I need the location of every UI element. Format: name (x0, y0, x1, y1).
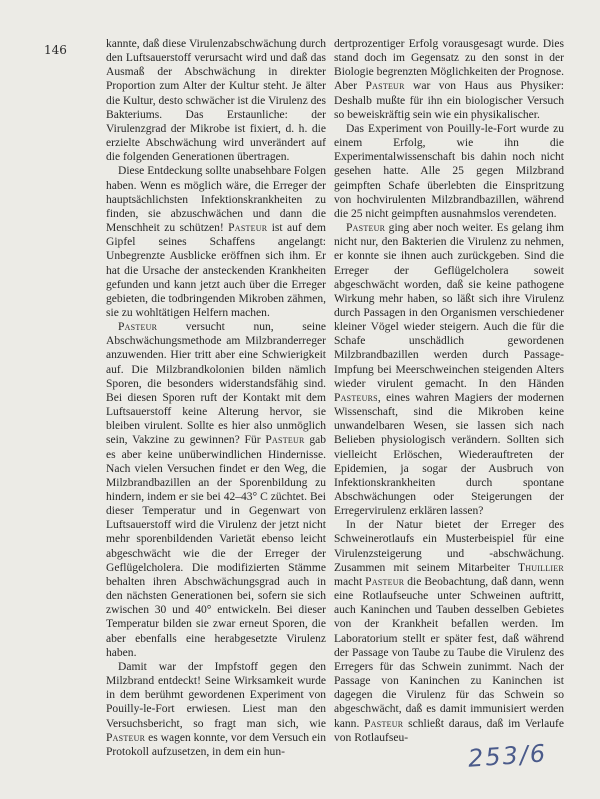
text-run: In der Natur bietet der Erreger des Schweinerotlaufs ein Musterbeispiel für eine Virulenzsteigerung und -abschwächung. Zusammen mit seinem Mitarbeiter (334, 519, 564, 574)
paragraph (106, 320, 326, 660)
paragraph (334, 518, 564, 745)
text-run: es wagen konnte, vor dem Versuch ein Protokoll aufzusetzen, in dem ein hun- (106, 731, 326, 758)
name-smallcaps: Pasteurs (334, 391, 378, 404)
name-smallcaps: Pasteur (346, 222, 386, 235)
text-run: Das Experiment von Pouilly-le-Fort wurde zu einem Erfolg, wie ihn die Experimentalwissenschaft bis dahin noch nicht gesehen hatte. Alle 25 gegen Milzbrand geimpften Schafe überlebten die Einspritzung von hochvirulenten Milzbrandbazillen, während die 25 nicht geimpften ausnahmslos verendeten. (334, 122, 564, 220)
text-run: Damit war der Impfstoff gegen den Milzbrand entdeckt! Seine Wirksamkeit wurde in dem berühmt gewordenen Experiment von Pouilly-le-Fort erwiesen. Liest man den Versuchsbericht, so fragt man sich, wie (106, 660, 326, 730)
paragraph (106, 164, 326, 320)
text-run: ist auf dem Gipfel seines Schaffens angelangt: Unbegrenzte Ausblicke eröffnen sich ihm. Er hat die Ursache der ansteckenden Krankheiten gefunden und kann jetzt auch über die Erreger gebieten, die todbringenden Mikroben zähmen, sie zu wohltätigen Helfern machen. (106, 222, 326, 319)
name-smallcaps: Pasteur (364, 717, 404, 730)
paragraph (334, 122, 564, 221)
text-run: die Beobachtung, daß dann, wenn eine Rotlaufseuche unter Schweinen auftritt, auch Kaninchen und Tauben desselben Gebietes von der Krankheit befallen werden. Im Laboratorium stellt er später fest, daß während der Passage von Taube zu Taube die Virulenz des Erregers für das Schwein zunimmt. Nach der Passage von Kaninchen zu Kaninchen ist dagegen die Virulenz für das Schwein so abgeschwächt, daß es damit immunisiert werden kann. (334, 575, 564, 730)
name-smallcaps: Pasteur (265, 434, 305, 447)
paragraph (106, 37, 326, 164)
handwritten-annotation: 253/6 (467, 739, 549, 773)
name-smallcaps: Pasteur (228, 222, 268, 235)
paragraph (106, 660, 326, 759)
paragraph (334, 37, 564, 122)
left-column (106, 37, 326, 759)
text-run: macht (334, 575, 366, 588)
text-run: dertprozentiger Erfolg vorausgesagt wurde. Dies stand doch im Gegensatz zu den sonst in der Biologie begrenzten Möglichkeiten der Prognose. Aber (334, 38, 564, 93)
text-run: Diese Entdeckung sollte unabsehbare Folgen haben. Wenn es möglich wäre, die Erreger der hauptsächlichsten Infektionskrankheiten zu finden, sie abzuschwächen und dann die Menschheit zu schützen! (106, 165, 326, 235)
text-run: , eines wahren Magiers der modernen Wissenschaft, sind die Mikroben keine unwandelbaren Wesen, sie lassen sich nach Belieben physiologisch verändern. Sollten sich vielleicht Erlöschen, Wiederauftreten der Epidemien, ja sogar der Ausbruch von Infektionskrankheiten durch spontane Abschwächungen oder Steigerungen der Erregervirulenz erklären lassen? (334, 391, 564, 518)
right-column (334, 37, 564, 745)
page-number: 146 (44, 43, 67, 57)
name-smallcaps: Thuillier (517, 561, 564, 574)
paragraph (334, 221, 564, 518)
text-run: versucht nun, seine Abschwächungsmethode am Milzbranderreger anzuwenden. Hier tritt aber eine Schwierigkeit auf. Die Milzbrandkolonien bilden nämlich Sporen, die besonders widerstandsfähig sind. Bei diesen Sporen ruft der Kontakt mit dem Luftsauerstoff keine Alterung hervor, sie bleiben virulent. Sollte es hier also unmöglich sein, Vakzine zu gewinnen? Für (106, 321, 326, 447)
name-smallcaps: Pasteur (365, 80, 405, 93)
name-smallcaps: Pasteur (106, 731, 146, 744)
text-run: war von Haus aus Physiker: Deshalb mußte für ihn ein biologischer Versuch so beweiskräftig sein wie ein physikalischer. (334, 80, 564, 121)
text-run: kannte, daß diese Virulenzabschwächung durch den Luftsauerstoff verursacht wird und daß das Ausmaß der Abschwächung in direkter Proportion zum Alter der Kultur steht. Je älter die Kultur, desto schwächer ist die Virulenz des Bakteriums. Das Erstaunliche: der Virulenzgrad der Mikrobe ist fixiert, d. h. die erzielte Abschwächung wird unverändert auf die folgenden Generationen übertragen. (106, 38, 326, 164)
name-smallcaps: Pasteur (365, 575, 405, 588)
text-run: ging aber noch weiter. Es gelang ihm nicht nur, den Bakterien die Virulenz zu nehmen, er konnte sie ihnen auch zurückgeben. Sind die Erreger der Geflügelcholera soweit abgeschwächt worden, daß sie keine pathogene Wirkung mehr haben, so läßt sich ihre Virulenz durch Passagen in den Organismen verschiedener kleiner Vögel wieder steigern. Auch die für die Schafe unschädlich gewordenen Milzbrandbazillen werden durch Passage-Impfung bei Meerschweinchen steigenden Alters wieder virulent gemacht. In den Händen (334, 222, 564, 390)
text-run: gab es aber keine unüberwindlichen Hindernisse. Nach vielen Versuchen findet er den Weg, die Milzbrandbazillen an der Sporenbildung zu hindern, indem er sie bei 42–43° C züchtet. Bei dieser Temperatur und in Gegenwart von Luftsauerstoff wird die Virulenz der jetzt nicht mehr sporenbildenden Varietät ebenso leicht abgeschwächt wie die der Erreger der Geflügelcholera. Die modifizierten Stämme behalten ihren Abschwächungsgrad auch in den nächsten Generationen bei, sofern sie sich zwischen 30 und 40° entwickeln. Bei dieser Temperatur bilden sie zwar erneut Sporen, die aber ebenfalls eine herabgesetzte Virulenz haben. (106, 434, 326, 659)
name-smallcaps: Pasteur (118, 321, 158, 334)
text-run: schließt daraus, daß im Verlaufe von Rotlaufseu- (334, 717, 564, 744)
